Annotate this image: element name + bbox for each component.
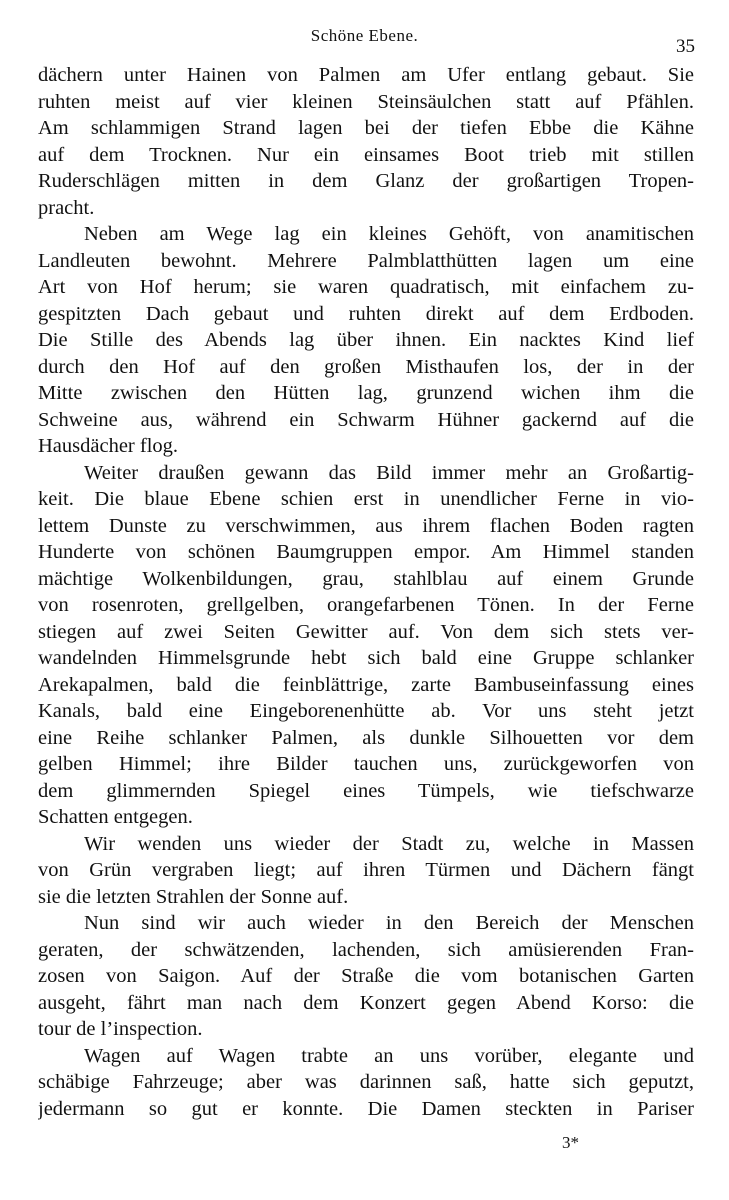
text-line: Arekapalmen, bald die feinblättrige, zarte Bambuseinfassung eines <box>38 673 694 696</box>
text-line: von rosenroten, grellgelben, orangefarbenen Tönen. In der Ferne <box>38 594 694 616</box>
text-line: geraten, der schwätzenden, lachenden, sich amüsierenden Fran- <box>38 938 694 961</box>
text-line: Wagen auf Wagen trabte an uns vorüber, elegante und <box>84 1044 694 1067</box>
text-line: lettem Dunste zu verschwimmen, aus ihrem flachen Boden ragten <box>38 514 694 537</box>
text-line: Landleuten bewohnt. Mehrere Palmblatthütten lagen um eine <box>38 249 694 272</box>
page-number: 35 <box>676 36 695 57</box>
text-line: Am schlammigen Strand lagen bei der tiefen Ebbe die Kähne <box>38 117 694 139</box>
text-line: gelben Himmel; ihre Bilder tauchen uns, zurückgeworfen von <box>38 753 694 775</box>
signature-mark: 3* <box>562 1133 579 1152</box>
text-line: Nun sind wir auch wieder in den Bereich der Menschen <box>84 912 694 934</box>
text-line: Wir wenden uns wieder der Stadt zu, welche in Massen <box>84 832 694 855</box>
text-line: Neben am Wege lag ein kleines Gehöft, von anamitischen <box>84 223 694 245</box>
text-line: pracht. <box>38 196 95 219</box>
text-line: Die Stille des Abends lag über ihnen. Ein nacktes Kind lief <box>38 329 694 351</box>
text-line: keit. Die blaue Ebene schien erst in unendlicher Ferne in vio- <box>38 488 694 510</box>
text-line: wandelnden Himmelsgrunde hebt sich bald eine Gruppe schlanker <box>38 647 694 669</box>
text-line: Mitte zwischen den Hütten lag, grunzend wichen ihm die <box>38 382 694 404</box>
text-line: Art von Hof herum; sie waren quadratisch, mit einfachem zu- <box>38 276 694 298</box>
text-line: durch den Hof auf den großen Misthaufen los, der in der <box>38 355 694 378</box>
text-line: gespitzten Dach gebaut und ruhten direkt auf dem Erdboden. <box>38 302 694 325</box>
text-line: Hausdächer flog. <box>38 435 179 457</box>
text-line: schäbige Fahrzeuge; aber was darinnen saß, hatte sich geputzt, <box>38 1071 694 1093</box>
text-line: zosen von Saigon. Auf der Straße die vom botanischen Garten <box>38 965 694 987</box>
text-line: dächern unter Hainen von Palmen am Ufer entlang gebaut. Sie <box>38 64 694 86</box>
text-line: Hunderte von schönen Baumgruppen empor. Am Himmel standen <box>38 541 694 563</box>
text-line: dem glimmernden Spiegel eines Tümpels, wie tiefschwarze <box>38 779 694 802</box>
text-line: Schweine aus, während ein Schwarm Hühner gackernd auf die <box>38 408 694 431</box>
text-line: Schatten entgegen. <box>38 806 193 828</box>
text-line: sie die letzten Strahlen der Sonne auf. <box>38 885 349 908</box>
text-line: mächtige Wolkenbildungen, grau, stahlblau auf einem Grunde <box>38 567 694 590</box>
running-head-title: Schöne Ebene. <box>310 26 419 45</box>
text-line: stiegen auf zwei Seiten Gewitter auf. Von dem sich stets ver- <box>38 620 694 643</box>
text-line: eine Reihe schlanker Palmen, als dunkle Silhouetten vor dem <box>38 726 694 749</box>
body-text <box>38 62 694 1122</box>
text-line: Weiter draußen gewann das Bild immer mehr an Großartig- <box>84 461 694 484</box>
text-line: Kanals, bald eine Eingeborenenhütte ab. Vor uns steht jetzt <box>38 700 694 722</box>
text-line: auf dem Trocknen. Nur ein einsames Boot trieb mit stillen <box>38 143 694 166</box>
text-line: Ruderschlägen mitten in dem Glanz der großartigen Tropen- <box>38 170 694 192</box>
text-line: ausgeht, fährt man nach dem Konzert gegen Abend Korso: die <box>38 991 694 1014</box>
text-line: jedermann so gut er konnte. Die Damen steckten in Pariser <box>38 1097 694 1120</box>
text-line: tour de l’inspection. <box>38 1018 203 1040</box>
text-line: von Grün vergraben liegt; auf ihren Türmen und Dächern fängt <box>38 859 694 881</box>
text-line: ruhten meist auf vier kleinen Steinsäulchen statt auf Pfählen. <box>38 90 694 113</box>
